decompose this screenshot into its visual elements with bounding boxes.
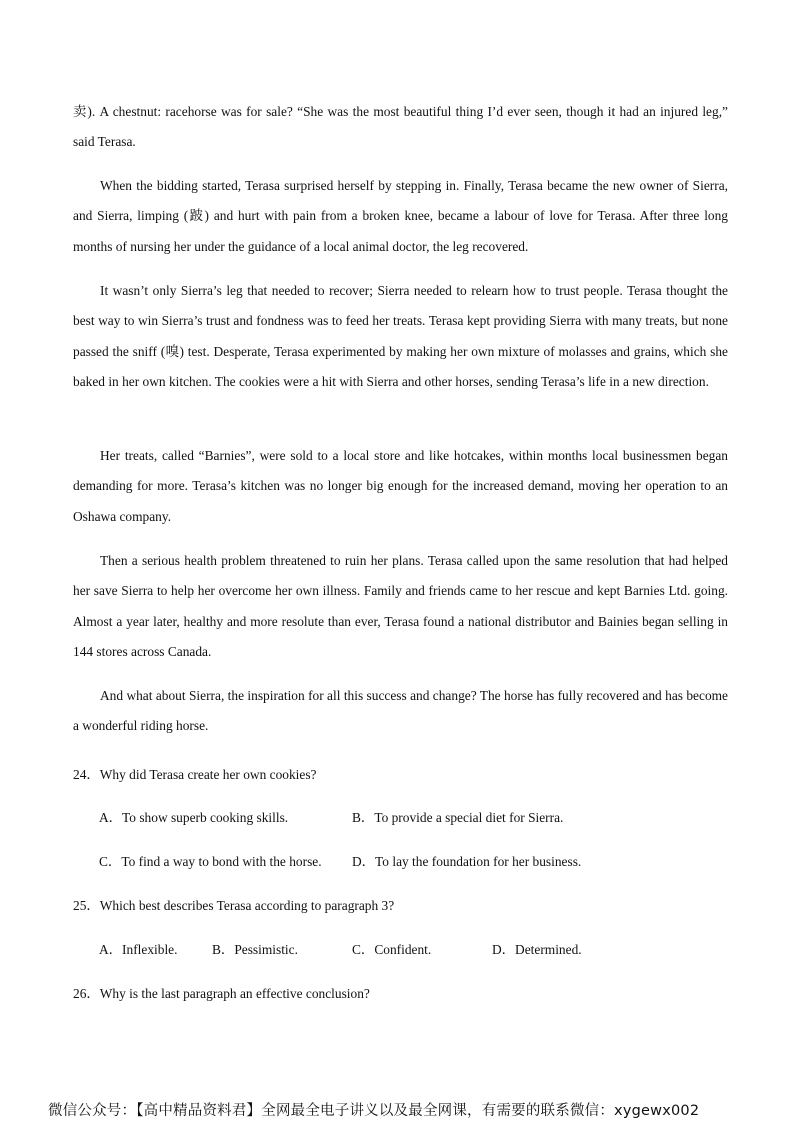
question-25: 25．Which best describes Terasa according to paragraph 3? [73,898,395,913]
paragraph-2: When the bidding started, Terasa surprised herself by stepping in. Finally, Terasa became the new owner of Sierra, and Sierra, limping (跛) and hurt with pain from a broken knee, became a labour of love for Terasa. After three long months of nursing her under the guidance of a local animal doctor, the leg recovered. [73,178,728,254]
paragraph-5: Then a serious health problem threatened to ruin her plans. Terasa called upon the same resolution that had helped her save Sierra to help her overcome her own illness. Family and friends came to her rescue and kept Barnies Ltd. going. Almost a year later, healthy and more resolute than ever, Terasa found a national distributor and Bainies began selling in 144 stores across Canada. [73,553,728,660]
question-24-option-b: B．To provide a special diet for Sierra. [352,810,564,825]
question-24-option-d: D．To lay the foundation for her business. [352,854,582,869]
question-25-option-c: C．Confident. [352,942,432,957]
question-26: 26．Why is the last paragraph an effective conclusion? [73,986,370,1001]
question-25-option-b: B．Pessimistic. [212,942,298,957]
question-25-option-a: A．Inflexible. [99,942,178,957]
question-24: 24．Why did Terasa create her own cookies? [73,767,317,782]
footer-wechat-notice: 微信公众号：【高中精品资料君】全网最全电子讲义以及最全网课，有需要的联系微信：xygewx002 [48,1103,700,1119]
question-25-option-d: D．Determined. [492,942,582,957]
paragraph-6: And what about Sierra, the inspiration for all this success and change? The horse has fully recovered and has become a wonderful riding horse. [73,688,728,734]
paragraph-4: Her treats, called “Barnies”, were sold to a local store and like hotcakes, within months local businessmen began demanding for more. Terasa’s kitchen was no longer big enough for the increased demand, moving her operation to an Oshawa company. [73,448,728,524]
paragraph-3: It wasn’t only Sierra’s leg that needed to recover; Sierra needed to relearn how to trust people. Terasa thought the best way to win Sierra’s trust and fondness was to feed her treats. Terasa kept providing Sierra with many treats, but none passed the sniff (嗅) test. Desperate, Terasa experimented by making her own mixture of molasses and grains, which she baked in her own kitchen. The cookies were a hit with Sierra and other horses, sending Terasa’s life in a new direction. [73,283,728,390]
question-24-option-c: C．To find a way to bond with the horse. [99,854,322,869]
question-24-option-a: A．To show superb cooking skills. [99,810,289,825]
paragraph-1: 卖). A chestnut: racehorse was for sale? “She was the most beautiful thing I’d ever seen, though it had an injured leg,” said Terasa. [73,104,728,150]
